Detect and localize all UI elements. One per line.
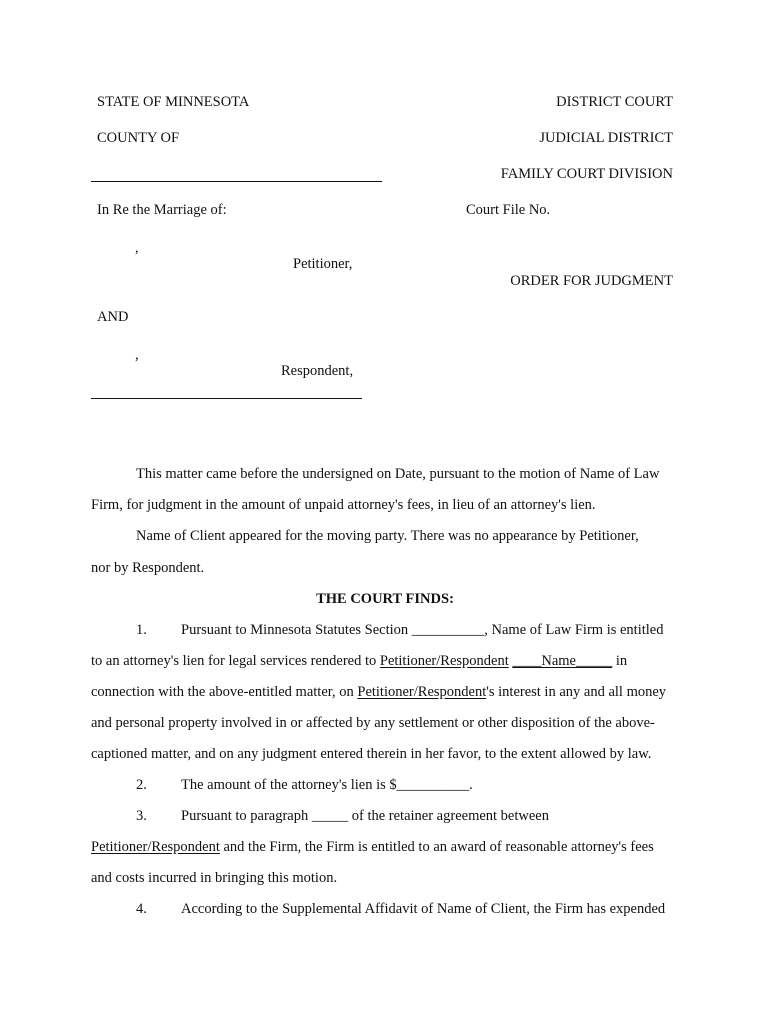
finding-1-line-3-end: 's interest in any and all money (486, 684, 667, 700)
intro-line-2: Firm, for judgment in the amount of unpaid attorney's fees, in lieu of an attorney's lien. (91, 497, 596, 513)
state-heading: STATE OF MINNESOTA (97, 94, 250, 110)
finding-3-line-2-text: and the Firm, the Firm is entitled to an award of reasonable attorney's fees (219, 839, 654, 855)
finding-2-text: The amount of the attorney's lien is $__________. (181, 777, 473, 793)
respondent-label: Respondent, (281, 363, 354, 379)
county-label: COUNTY OF (97, 130, 180, 146)
caption-top-rule (91, 181, 382, 182)
party-designation: Petitioner/Respondent (357, 684, 487, 700)
caption-bottom-rule (91, 398, 362, 399)
party-designation: Petitioner/Respondent (379, 653, 509, 669)
in-re-label: In Re the Marriage of: (97, 202, 227, 218)
finding-1-line-4: and personal property involved in or affected by any settlement or other disposition of the above- (91, 715, 655, 731)
respondent-name-comma: , (135, 347, 139, 363)
finding-4-line-1: According to the Supplemental Affidavit of Name of Client, the Firm has expended (181, 901, 666, 917)
document-title: ORDER FOR JUDGMENT (510, 273, 673, 289)
finding-1-line-3-text: connection with the above-entitled matter, on (91, 684, 358, 700)
court-heading: DISTRICT COURT (556, 94, 673, 110)
petitioner-label: Petitioner, (293, 256, 353, 272)
findings-heading: THE COURT FINDS: (316, 591, 454, 607)
finding-1-number: 1. (136, 622, 147, 638)
court-file-number-label: Court File No. (466, 202, 551, 218)
finding-4-number: 4. (136, 901, 147, 917)
petitioner-name-comma: , (135, 240, 139, 256)
finding-1-line-2-text: to an attorney's lien for legal services rendered to (91, 653, 380, 669)
finding-1-line-1: Pursuant to Minnesota Statutes Section __________, Name of Law Firm is entitled (181, 622, 664, 638)
judicial-district-label: JUDICIAL DISTRICT (539, 130, 673, 146)
finding-1-line-5: captioned matter, and on any judgment entered therein in her favor, to the extent allowed by law. (91, 746, 652, 762)
finding-1-line-2-end: in (612, 653, 628, 669)
party-designation: Petitioner/Respondent (91, 839, 220, 855)
party-name-blank: ____Name_____ (512, 653, 613, 669)
finding-3-line-2 (91, 839, 654, 856)
finding-1-line-2 (91, 653, 627, 670)
and-label: AND (97, 309, 129, 325)
appearance-line-1: Name of Client appeared for the moving party. There was no appearance by Petitioner, (136, 528, 639, 544)
intro-line-1: This matter came before the undersigned on Date, pursuant to the motion of Name of Law (136, 466, 660, 482)
finding-3-line-1: Pursuant to paragraph _____ of the retainer agreement between (181, 808, 549, 824)
finding-3-number: 3. (136, 808, 147, 824)
appearance-line-2: nor by Respondent. (91, 560, 205, 576)
finding-3-line-3: and costs incurred in bringing this motion. (91, 870, 338, 886)
finding-1-line-3 (91, 684, 666, 701)
division-label: FAMILY COURT DIVISION (500, 166, 673, 182)
finding-2-number: 2. (136, 777, 147, 793)
